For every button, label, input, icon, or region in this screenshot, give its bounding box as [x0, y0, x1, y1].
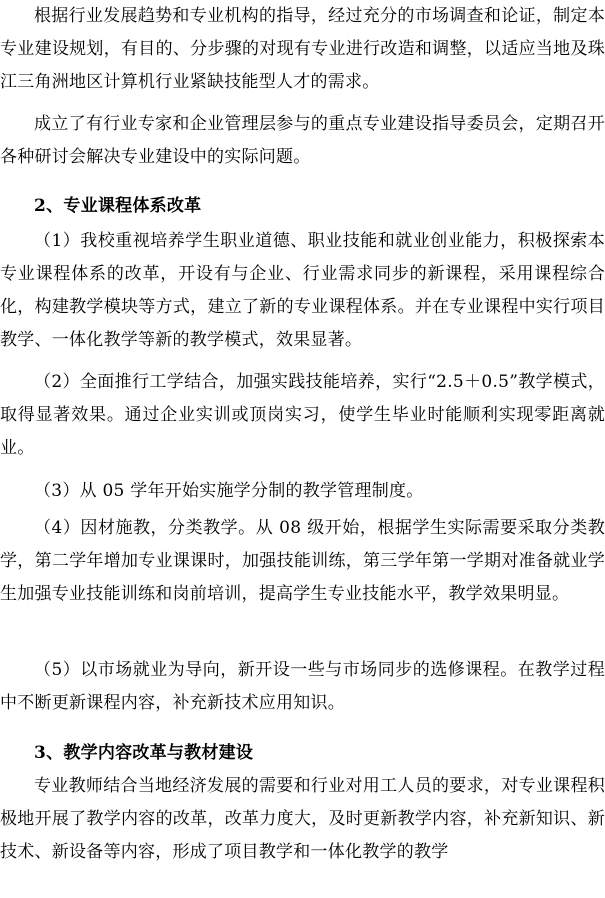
paragraph-curriculum-item-4: （4）因材施教，分类教学。从 08 级开始，根据学生实际需要采取分类教学，第二学年增加专业课课时，加强技能训练，第三学年第一学期对准备就业学生加强专业技能训练和岗前培训，提高学生专业技能水平，教学效果明显。: [0, 518, 605, 604]
paragraph-content-reform: 专业教师结合当地经济发展的需要和行业对用工人员的要求，对专业课程积极地开展了教学内容的改革，改革力度大，及时更新教学内容，补充新知识、新技术、新设备等内容，形成了项目教学和一体化教学的教学: [0, 776, 605, 862]
paragraph-curriculum-item-1: （1）我校重视培养学生职业道德、职业技能和就业创业能力，积极探索本专业课程体系的改革，开设有与企业、行业需求同步的新课程，采用课程综合化，构建教学模块等方式，建立了新的专业课程体系。并在专业课程中实行项目教学、一体化教学等新的教学模式，效果显著。: [0, 231, 605, 350]
section-heading-content-reform: 3、教学内容改革与教材建设: [34, 743, 254, 763]
section-heading-curriculum-reform: 2、专业课程体系改革: [34, 196, 202, 216]
paragraph-curriculum-item-5: （5）以市场就业为导向，新开设一些与市场同步的选修课程。在教学过程中不断更新课程内容，补充新技术应用知识。: [0, 660, 605, 713]
paragraph-curriculum-item-2: （2）全面推行工学结合，加强实践技能培养，实行“2.5＋0.5”教学模式，取得显著效果。通过企业实训或顶岗实习，使学生毕业时能顺利实现零距离就业。: [0, 372, 605, 458]
paragraph-curriculum-item-3: （3）从 05 学年开始实施学分制的教学管理制度。: [34, 481, 424, 501]
paragraph-steering-committee: 成立了有行业专家和企业管理层参与的重点专业建设指导委员会，定期召开各种研讨会解决专业建设中的实际问题。: [0, 114, 605, 167]
paragraph-industry-trends: 根据行业发展趋势和专业机构的指导，经过充分的市场调查和论证，制定本专业建设规划，有目的、分步骤的对现有专业进行改造和调整，以适应当地及珠江三角洲地区计算机行业紧缺技能型人才的需求。: [0, 6, 605, 92]
